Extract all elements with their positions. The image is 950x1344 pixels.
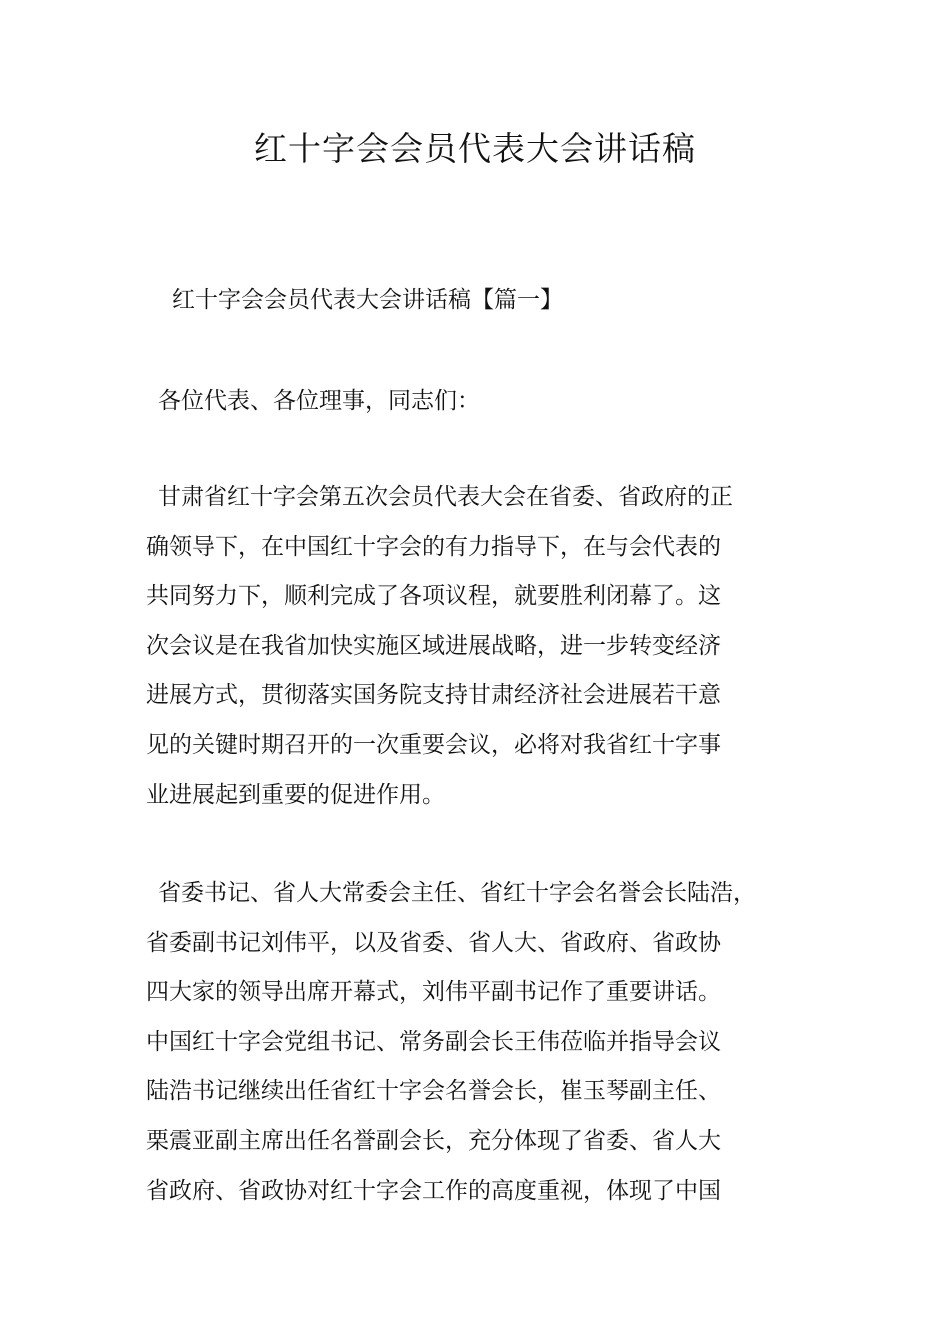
paragraph-2 — [146, 869, 846, 1216]
paragraph-line: 业进展起到重要的促进作用。 — [146, 781, 445, 808]
paragraph-line: 共同努力下，顺利完成了各项议程，就要胜利闭幕了。这 — [146, 583, 721, 610]
paragraph-line: 省政府、省政协对红十字会工作的高度重视，体现了中国 — [146, 1177, 721, 1204]
paragraph-line: 栗震亚副主席出任名誉副会长，充分体现了省委、省人大 — [146, 1127, 721, 1154]
salutation: 各位代表、各位理事，同志们： — [158, 388, 480, 414]
paragraph-line: 省委书记、省人大常委会主任、省红十字会名誉会长陆浩， — [158, 880, 756, 906]
paragraph-line: 甘肃省红十字会第五次会员代表大会在省委、省政府的正 — [158, 484, 733, 510]
paragraph-line: 进展方式，贯彻落实国务院支持甘肃经济社会进展若干意 — [146, 682, 721, 709]
paragraph-line: 中国红十字会党组书记、常务副会长王伟莅临并指导会议 — [146, 1028, 721, 1055]
paragraph-line: 四大家的领导出席开幕式，刘伟平副书记作了重要讲话。 — [146, 979, 721, 1006]
paragraph-line: 确领导下，在中国红十字会的有力指导下，在与会代表的 — [146, 533, 721, 560]
paragraph-line: 次会议是在我省加快实施区域进展战略，进一步转变经济 — [146, 632, 721, 659]
paragraph-line: 省委副书记刘伟平，以及省委、省人大、省政府、省政协 — [146, 929, 721, 956]
document-title: 红十字会会员代表大会讲话稿 — [254, 129, 696, 168]
paragraph-line: 陆浩书记继续出任省红十字会名誉会长，崔玉琴副主任、 — [146, 1078, 721, 1105]
section-heading: 红十字会会员代表大会讲话稿【篇一】 — [172, 287, 563, 313]
paragraph-line: 见的关键时期召开的一次重要会议，必将对我省红十字事 — [146, 731, 721, 758]
paragraph-1 — [146, 473, 846, 820]
